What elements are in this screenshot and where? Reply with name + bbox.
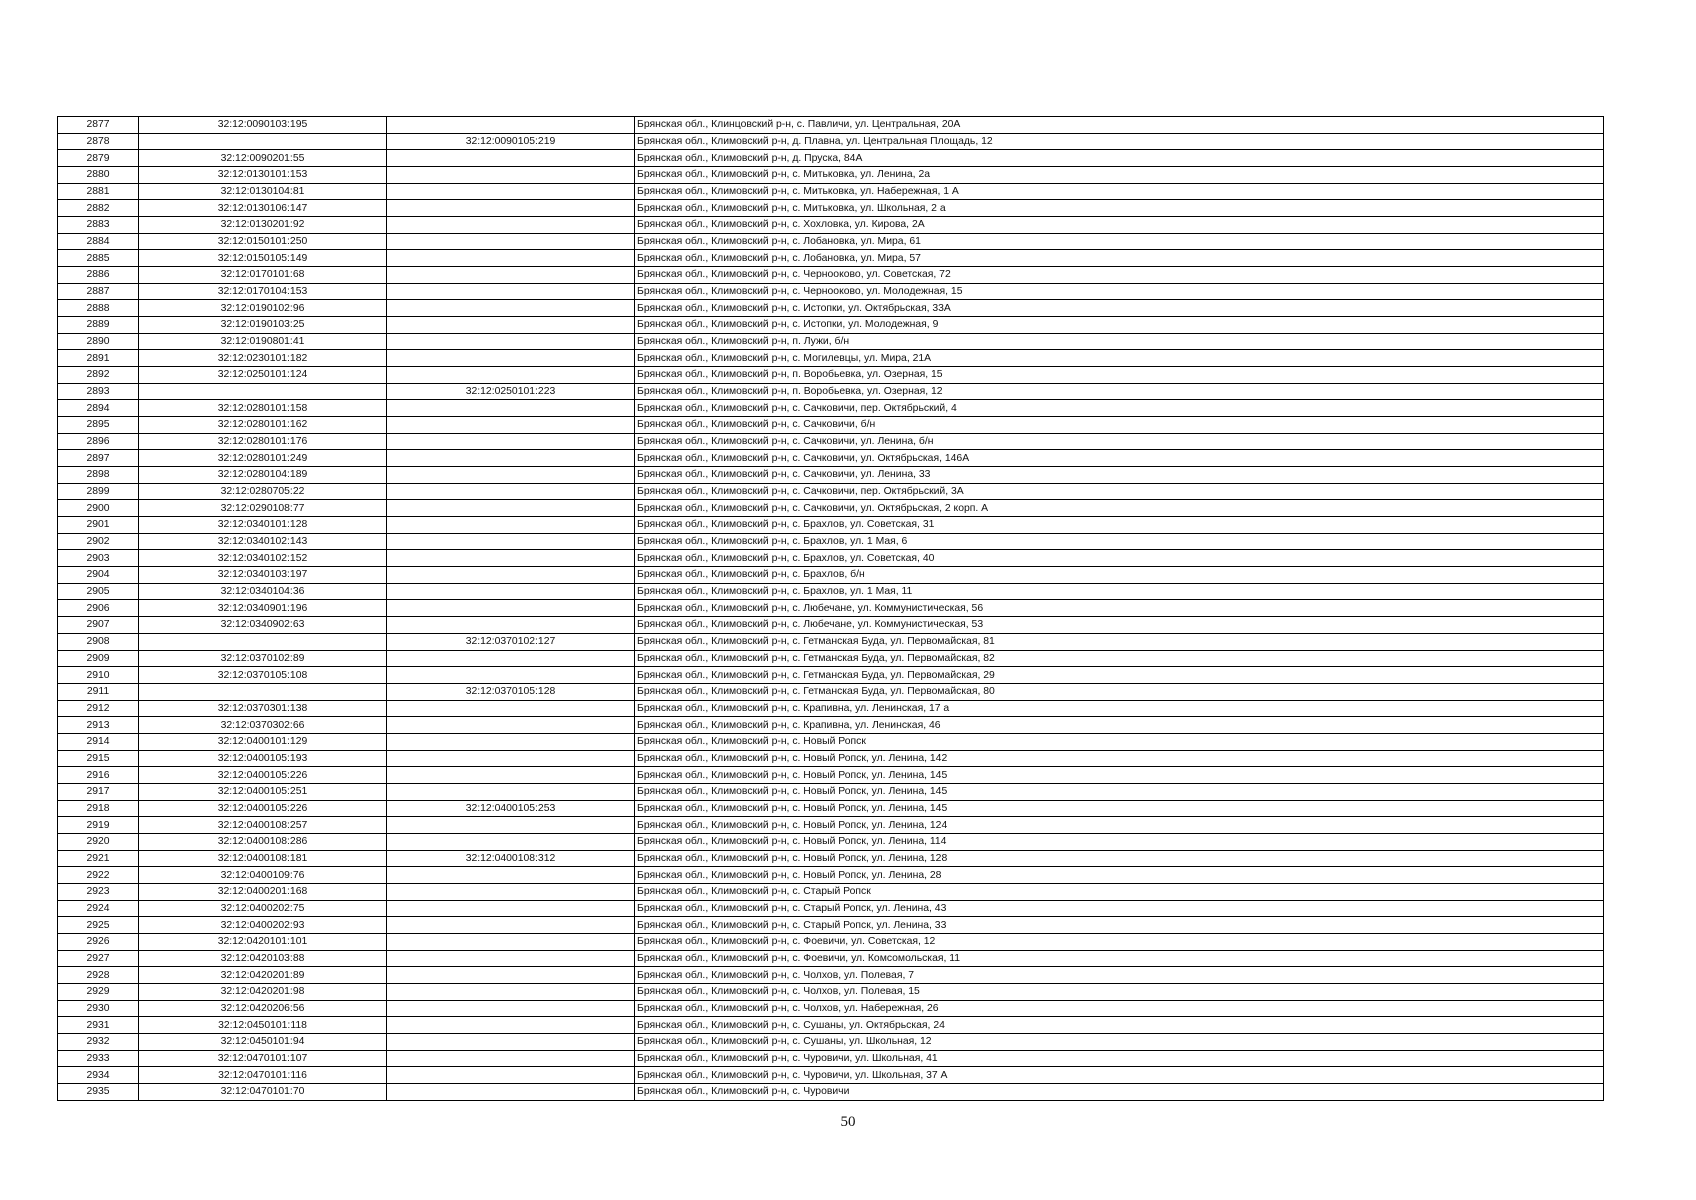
cadastral-number-cell: 32:12:0470101:107: [139, 1050, 387, 1067]
row-number-cell: 2897: [58, 450, 139, 467]
cadastral-number-secondary-cell: [387, 167, 635, 184]
table-row: [58, 617, 1604, 634]
cadastral-number-secondary-cell: [387, 450, 635, 467]
cadastral-number-secondary-cell: [387, 1083, 635, 1100]
address-cell: Брянская обл., Климовский р-н, с. Брахлов, ул. Советская, 40: [635, 550, 1604, 567]
row-number-cell: 2934: [58, 1067, 139, 1084]
cadastral-number-secondary-cell: [387, 567, 635, 584]
table-row: [58, 850, 1604, 867]
row-number-cell: 2930: [58, 1000, 139, 1017]
row-number-cell: 2883: [58, 217, 139, 234]
cadastral-number-secondary-cell: [387, 667, 635, 684]
cadastral-number-secondary-cell: [387, 867, 635, 884]
row-number-cell: 2920: [58, 833, 139, 850]
row-number-cell: 2917: [58, 783, 139, 800]
table-row: [58, 717, 1604, 734]
address-cell: Брянская обл., Климовский р-н, с. Новый Ропск, ул. Ленина, 28: [635, 867, 1604, 884]
address-cell: Брянская обл., Климовский р-н, с. Новый Ропск, ул. Ленина, 128: [635, 850, 1604, 867]
cadastral-number-secondary-cell: 32:12:0370105:128: [387, 683, 635, 700]
cadastral-number-cell: 32:12:0400108:286: [139, 833, 387, 850]
row-number-cell: 2919: [58, 817, 139, 834]
address-cell: Брянская обл., Климовский р-н, с. Гетманская Буда, ул. Первомайская, 81: [635, 633, 1604, 650]
address-cell: Брянская обл., Климовский р-н, с. Фоевичи, ул. Советская, 12: [635, 933, 1604, 950]
cadastral-number-secondary-cell: [387, 300, 635, 317]
row-number-cell: 2924: [58, 900, 139, 917]
table-row: [58, 767, 1604, 784]
table-row: [58, 400, 1604, 417]
row-number-cell: 2903: [58, 550, 139, 567]
registry-table: [57, 116, 1604, 1101]
row-number-cell: 2928: [58, 967, 139, 984]
table-row: [58, 133, 1604, 150]
cadastral-number-cell: 32:12:0400108:181: [139, 850, 387, 867]
address-cell: Брянская обл., Климовский р-н, д. Плавна, ул. Центральная Площадь, 12: [635, 133, 1604, 150]
cadastral-number-secondary-cell: 32:12:0400105:253: [387, 800, 635, 817]
address-cell: Брянская обл., Климовский р-н, с. Новый Ропск, ул. Ленина, 114: [635, 833, 1604, 850]
cadastral-number-secondary-cell: [387, 917, 635, 934]
table-row: [58, 317, 1604, 334]
address-cell: Брянская обл., Климовский р-н, с. Сачковичи, ул. Ленина, 33: [635, 467, 1604, 484]
row-number-cell: 2932: [58, 1033, 139, 1050]
table-row: [58, 367, 1604, 384]
row-number-cell: 2900: [58, 500, 139, 517]
cadastral-number-secondary-cell: [387, 1033, 635, 1050]
row-number-cell: 2902: [58, 533, 139, 550]
address-cell: Брянская обл., Климовский р-н, с. Новый Ропск, ул. Ленина, 145: [635, 783, 1604, 800]
row-number-cell: 2929: [58, 983, 139, 1000]
cadastral-number-cell: 32:12:0370102:89: [139, 650, 387, 667]
address-cell: Брянская обл., Климовский р-н, с. Чернооково, ул. Молодежная, 15: [635, 283, 1604, 300]
cadastral-number-cell: 32:12:0090201:55: [139, 150, 387, 167]
cadastral-number-secondary-cell: [387, 1000, 635, 1017]
address-cell: Брянская обл., Климовский р-н, с. Старый Ропск, ул. Ленина, 33: [635, 917, 1604, 934]
row-number-cell: 2892: [58, 367, 139, 384]
cadastral-number-secondary-cell: [387, 1050, 635, 1067]
address-cell: Брянская обл., Климовский р-н, с. Брахлов, б/н: [635, 567, 1604, 584]
address-cell: Брянская обл., Климовский р-н, с. Чуровичи, ул. Школьная, 37 А: [635, 1067, 1604, 1084]
cadastral-number-cell: [139, 133, 387, 150]
table-row: [58, 350, 1604, 367]
row-number-cell: 2895: [58, 417, 139, 434]
cadastral-number-cell: 32:12:0280104:189: [139, 467, 387, 484]
cadastral-number-secondary-cell: [387, 783, 635, 800]
address-cell: Брянская обл., Климовский р-н, с. Сачковичи, б/н: [635, 417, 1604, 434]
address-cell: Брянская обл., Климовский р-н, с. Новый Ропск, ул. Ленина, 145: [635, 800, 1604, 817]
table-row: [58, 800, 1604, 817]
cadastral-number-secondary-cell: [387, 367, 635, 384]
table-row: [58, 933, 1604, 950]
cadastral-number-secondary-cell: [387, 617, 635, 634]
table-row: [58, 1050, 1604, 1067]
cadastral-number-secondary-cell: [387, 217, 635, 234]
cadastral-number-secondary-cell: 32:12:0370102:127: [387, 633, 635, 650]
cadastral-number-secondary-cell: [387, 500, 635, 517]
row-number-cell: 2909: [58, 650, 139, 667]
table-row: [58, 217, 1604, 234]
row-number-cell: 2905: [58, 583, 139, 600]
address-cell: Брянская обл., Климовский р-н, с. Митьковка, ул. Школьная, 2 а: [635, 200, 1604, 217]
address-cell: Брянская обл., Климовский р-н, с. Чуровичи, ул. Школьная, 41: [635, 1050, 1604, 1067]
cadastral-number-cell: 32:12:0370105:108: [139, 667, 387, 684]
cadastral-number-secondary-cell: 32:12:0090105:219: [387, 133, 635, 150]
row-number-cell: 2899: [58, 483, 139, 500]
cadastral-number-cell: 32:12:0280101:176: [139, 433, 387, 450]
table-row: [58, 1033, 1604, 1050]
row-number-cell: 2889: [58, 317, 139, 334]
row-number-cell: 2901: [58, 517, 139, 534]
row-number-cell: 2893: [58, 383, 139, 400]
table-row: [58, 583, 1604, 600]
row-number-cell: 2898: [58, 467, 139, 484]
address-cell: Брянская обл., Климовский р-н, п. Лужи, б/н: [635, 333, 1604, 350]
cadastral-number-secondary-cell: [387, 517, 635, 534]
row-number-cell: 2894: [58, 400, 139, 417]
cadastral-number-secondary-cell: [387, 550, 635, 567]
address-cell: Брянская обл., Климовский р-н, с. Брахлов, ул. Советская, 31: [635, 517, 1604, 534]
row-number-cell: 2935: [58, 1083, 139, 1100]
row-number-cell: 2908: [58, 633, 139, 650]
cadastral-number-cell: 32:12:0280101:158: [139, 400, 387, 417]
cadastral-number-secondary-cell: 32:12:0250101:223: [387, 383, 635, 400]
registry-table-body: [58, 117, 1604, 1101]
cadastral-number-secondary-cell: [387, 433, 635, 450]
cadastral-number-secondary-cell: [387, 600, 635, 617]
cadastral-number-secondary-cell: 32:12:0400108:312: [387, 850, 635, 867]
table-row: [58, 450, 1604, 467]
cadastral-number-secondary-cell: [387, 1017, 635, 1034]
cadastral-number-secondary-cell: [387, 817, 635, 834]
address-cell: Брянская обл., Климовский р-н, с. Хохловка, ул. Кирова, 2А: [635, 217, 1604, 234]
table-row: [58, 533, 1604, 550]
row-number-cell: 2880: [58, 167, 139, 184]
row-number-cell: 2878: [58, 133, 139, 150]
address-cell: Брянская обл., Климовский р-н, с. Новый Ропск, ул. Ленина, 145: [635, 767, 1604, 784]
address-cell: Брянская обл., Климовский р-н, с. Сушаны, ул. Школьная, 12: [635, 1033, 1604, 1050]
cadastral-number-cell: [139, 383, 387, 400]
row-number-cell: 2927: [58, 950, 139, 967]
cadastral-number-cell: 32:12:0400105:226: [139, 800, 387, 817]
table-row: [58, 167, 1604, 184]
cadastral-number-secondary-cell: [387, 1067, 635, 1084]
address-cell: Брянская обл., Климовский р-н, с. Фоевичи, ул. Комсомольская, 11: [635, 950, 1604, 967]
cadastral-number-cell: 32:12:0280101:162: [139, 417, 387, 434]
table-row: [58, 950, 1604, 967]
cadastral-number-secondary-cell: [387, 733, 635, 750]
cadastral-number-cell: 32:12:0400201:168: [139, 883, 387, 900]
cadastral-number-secondary-cell: [387, 333, 635, 350]
address-cell: Брянская обл., Климовский р-н, с. Сачковичи, ул. Ленина, б/н: [635, 433, 1604, 450]
address-cell: Брянская обл., Климовский р-н, с. Гетманская Буда, ул. Первомайская, 29: [635, 667, 1604, 684]
table-row: [58, 867, 1604, 884]
table-row: [58, 517, 1604, 534]
address-cell: Брянская обл., Климовский р-н, с. Чолхов, ул. Полевая, 15: [635, 983, 1604, 1000]
cadastral-number-cell: 32:12:0470101:70: [139, 1083, 387, 1100]
table-row: [58, 917, 1604, 934]
address-cell: Брянская обл., Климовский р-н, п. Воробьевка, ул. Озерная, 15: [635, 367, 1604, 384]
address-cell: Брянская обл., Климовский р-н, с. Брахлов, ул. 1 Мая, 11: [635, 583, 1604, 600]
row-number-cell: 2890: [58, 333, 139, 350]
address-cell: Брянская обл., Климовский р-н, с. Чолхов, ул. Полевая, 7: [635, 967, 1604, 984]
table-row: [58, 900, 1604, 917]
row-number-cell: 2913: [58, 717, 139, 734]
cadastral-number-secondary-cell: [387, 417, 635, 434]
cadastral-number-secondary-cell: [387, 150, 635, 167]
address-cell: Брянская обл., Климовский р-н, с. Митьковка, ул. Ленина, 2а: [635, 167, 1604, 184]
row-number-cell: 2926: [58, 933, 139, 950]
cadastral-number-cell: 32:12:0400105:251: [139, 783, 387, 800]
address-cell: Брянская обл., Климовский р-н, с. Гетманская Буда, ул. Первомайская, 82: [635, 650, 1604, 667]
cadastral-number-secondary-cell: [387, 200, 635, 217]
address-cell: Брянская обл., Климовский р-н, п. Воробьевка, ул. Озерная, 12: [635, 383, 1604, 400]
table-row: [58, 417, 1604, 434]
address-cell: Брянская обл., Климовский р-н, с. Сачковичи, ул. Октябрьская, 146А: [635, 450, 1604, 467]
row-number-cell: 2916: [58, 767, 139, 784]
address-cell: Брянская обл., Климовский р-н, с. Брахлов, ул. 1 Мая, 6: [635, 533, 1604, 550]
cadastral-number-cell: 32:12:0420101:101: [139, 933, 387, 950]
address-cell: Брянская обл., Климовский р-н, с. Сушаны, ул. Октябрьская, 24: [635, 1017, 1604, 1034]
cadastral-number-cell: 32:12:0290108:77: [139, 500, 387, 517]
row-number-cell: 2887: [58, 283, 139, 300]
cadastral-number-cell: 32:12:0230101:182: [139, 350, 387, 367]
row-number-cell: 2923: [58, 883, 139, 900]
cadastral-number-secondary-cell: [387, 900, 635, 917]
table-row: [58, 633, 1604, 650]
cadastral-number-secondary-cell: [387, 117, 635, 134]
cadastral-number-secondary-cell: [387, 250, 635, 267]
cadastral-number-secondary-cell: [387, 317, 635, 334]
cadastral-number-cell: 32:12:0340901:196: [139, 600, 387, 617]
cadastral-number-cell: 32:12:0280101:249: [139, 450, 387, 467]
cadastral-number-secondary-cell: [387, 233, 635, 250]
row-number-cell: 2925: [58, 917, 139, 934]
cadastral-number-cell: 32:12:0340104:36: [139, 583, 387, 600]
cadastral-number-secondary-cell: [387, 650, 635, 667]
cadastral-number-secondary-cell: [387, 967, 635, 984]
address-cell: Брянская обл., Климовский р-н, с. Гетманская Буда, ул. Первомайская, 80: [635, 683, 1604, 700]
cadastral-number-cell: 32:12:0420201:98: [139, 983, 387, 1000]
row-number-cell: 2931: [58, 1017, 139, 1034]
cadastral-number-secondary-cell: [387, 267, 635, 284]
table-row: [58, 967, 1604, 984]
address-cell: Брянская обл., Климовский р-н, с. Крапивна, ул. Ленинская, 46: [635, 717, 1604, 734]
row-number-cell: 2910: [58, 667, 139, 684]
cadastral-number-secondary-cell: [387, 717, 635, 734]
address-cell: Брянская обл., Климовский р-н, с. Чолхов, ул. Набережная, 26: [635, 1000, 1604, 1017]
table-row: [58, 550, 1604, 567]
address-cell: Брянская обл., Климовский р-н, с. Митьковка, ул. Набережная, 1 А: [635, 183, 1604, 200]
cadastral-number-cell: 32:12:0470101:116: [139, 1067, 387, 1084]
page-number: 50: [840, 1114, 856, 1130]
address-cell: Брянская обл., Климовский р-н, с. Лобановка, ул. Мира, 57: [635, 250, 1604, 267]
row-number-cell: 2877: [58, 117, 139, 134]
cadastral-number-secondary-cell: [387, 950, 635, 967]
cadastral-number-cell: 32:12:0420201:89: [139, 967, 387, 984]
address-cell: Брянская обл., Климовский р-н, с. Истопки, ул. Молодежная, 9: [635, 317, 1604, 334]
cadastral-number-cell: 32:12:0340102:152: [139, 550, 387, 567]
cadastral-number-cell: 32:12:0400109:76: [139, 867, 387, 884]
address-cell: Брянская обл., Климовский р-н, с. Чуровичи: [635, 1083, 1604, 1100]
cadastral-number-secondary-cell: [387, 350, 635, 367]
cadastral-number-secondary-cell: [387, 883, 635, 900]
table-row: [58, 1067, 1604, 1084]
table-row: [58, 1083, 1604, 1100]
row-number-cell: 2918: [58, 800, 139, 817]
cadastral-number-cell: 32:12:0400202:93: [139, 917, 387, 934]
table-row: [58, 433, 1604, 450]
address-cell: Брянская обл., Климовский р-н, с. Сачковичи, пер. Октябрьский, 3А: [635, 483, 1604, 500]
cadastral-number-cell: 32:12:0130101:153: [139, 167, 387, 184]
table-row: [58, 183, 1604, 200]
table-row: [58, 883, 1604, 900]
table-row: [58, 267, 1604, 284]
row-number-cell: 2884: [58, 233, 139, 250]
table-row: [58, 750, 1604, 767]
cadastral-number-secondary-cell: [387, 933, 635, 950]
table-row: [58, 117, 1604, 134]
address-cell: Брянская обл., Климовский р-н, с. Новый Ропск: [635, 733, 1604, 750]
table-row: [58, 667, 1604, 684]
cadastral-number-secondary-cell: [387, 700, 635, 717]
address-cell: Брянская обл., Климовский р-н, с. Лобановка, ул. Мира, 61: [635, 233, 1604, 250]
address-cell: Брянская обл., Климовский р-н, с. Сачковичи, пер. Октябрьский, 4: [635, 400, 1604, 417]
cadastral-number-cell: 32:12:0400202:75: [139, 900, 387, 917]
cadastral-number-cell: 32:12:0340101:128: [139, 517, 387, 534]
row-number-cell: 2904: [58, 567, 139, 584]
row-number-cell: 2885: [58, 250, 139, 267]
cadastral-number-cell: 32:12:0450101:118: [139, 1017, 387, 1034]
cadastral-number-cell: 32:12:0370301:138: [139, 700, 387, 717]
cadastral-number-cell: 32:12:0170101:68: [139, 267, 387, 284]
address-cell: Брянская обл., Климовский р-н, с. Истопки, ул. Октябрьская, 33А: [635, 300, 1604, 317]
row-number-cell: 2915: [58, 750, 139, 767]
table-row: [58, 150, 1604, 167]
address-cell: Брянская обл., Климовский р-н, с. Любечане, ул. Коммунистическая, 56: [635, 600, 1604, 617]
cadastral-number-cell: 32:12:0450101:94: [139, 1033, 387, 1050]
row-number-cell: 2881: [58, 183, 139, 200]
cadastral-number-cell: 32:12:0250101:124: [139, 367, 387, 384]
cadastral-number-cell: 32:12:0370302:66: [139, 717, 387, 734]
cadastral-number-secondary-cell: [387, 533, 635, 550]
cadastral-number-cell: 32:12:0170104:153: [139, 283, 387, 300]
row-number-cell: 2906: [58, 600, 139, 617]
table-row: [58, 200, 1604, 217]
row-number-cell: 2907: [58, 617, 139, 634]
table-row: [58, 983, 1604, 1000]
cadastral-number-cell: 32:12:0400105:193: [139, 750, 387, 767]
table-row: [58, 300, 1604, 317]
table-row: [58, 683, 1604, 700]
row-number-cell: 2921: [58, 850, 139, 867]
cadastral-number-cell: 32:12:0340902:63: [139, 617, 387, 634]
address-cell: Брянская обл., Климовский р-н, с. Старый Ропск, ул. Ленина, 43: [635, 900, 1604, 917]
table-row: [58, 567, 1604, 584]
row-number-cell: 2879: [58, 150, 139, 167]
table-row: [58, 833, 1604, 850]
cadastral-number-secondary-cell: [387, 767, 635, 784]
cadastral-number-secondary-cell: [387, 750, 635, 767]
row-number-cell: 2922: [58, 867, 139, 884]
cadastral-number-cell: 32:12:0130106:147: [139, 200, 387, 217]
table-row: [58, 500, 1604, 517]
row-number-cell: 2933: [58, 1050, 139, 1067]
table-row: [58, 467, 1604, 484]
cadastral-number-cell: 32:12:0130104:81: [139, 183, 387, 200]
table-row: [58, 333, 1604, 350]
address-cell: Брянская обл., Климовский р-н, с. Любечане, ул. Коммунистическая, 53: [635, 617, 1604, 634]
table-row: [58, 817, 1604, 834]
cadastral-number-cell: 32:12:0190801:41: [139, 333, 387, 350]
address-cell: Брянская обл., Климовский р-н, с. Новый Ропск, ул. Ленина, 124: [635, 817, 1604, 834]
row-number-cell: 2912: [58, 700, 139, 717]
address-cell: Брянская обл., Клинцовский р-н, с. Павличи, ул. Центральная, 20А: [635, 117, 1604, 134]
address-cell: Брянская обл., Климовский р-н, с. Крапивна, ул. Ленинская, 17 а: [635, 700, 1604, 717]
cadastral-number-secondary-cell: [387, 833, 635, 850]
row-number-cell: 2914: [58, 733, 139, 750]
cadastral-number-cell: 32:12:0190102:96: [139, 300, 387, 317]
address-cell: Брянская обл., Климовский р-н, с. Старый Ропск: [635, 883, 1604, 900]
cadastral-number-cell: 32:12:0400108:257: [139, 817, 387, 834]
address-cell: Брянская обл., Климовский р-н, с. Могилевцы, ул. Мира, 21А: [635, 350, 1604, 367]
cadastral-number-cell: 32:12:0340102:143: [139, 533, 387, 550]
cadastral-number-cell: 32:12:0420103:88: [139, 950, 387, 967]
cadastral-number-secondary-cell: [387, 583, 635, 600]
cadastral-number-cell: [139, 683, 387, 700]
cadastral-number-cell: 32:12:0130201:92: [139, 217, 387, 234]
table-row: [58, 650, 1604, 667]
table-row: [58, 600, 1604, 617]
cadastral-number-cell: 32:12:0280705:22: [139, 483, 387, 500]
row-number-cell: 2888: [58, 300, 139, 317]
address-cell: Брянская обл., Климовский р-н, с. Чернооково, ул. Советская, 72: [635, 267, 1604, 284]
table-row: [58, 233, 1604, 250]
cadastral-number-secondary-cell: [387, 183, 635, 200]
address-cell: Брянская обл., Климовский р-н, д. Пруска, 84А: [635, 150, 1604, 167]
cadastral-number-cell: 32:12:0400101:129: [139, 733, 387, 750]
table-row: [58, 733, 1604, 750]
cadastral-number-cell: 32:12:0190103:25: [139, 317, 387, 334]
cadastral-number-secondary-cell: [387, 467, 635, 484]
table-row: [58, 483, 1604, 500]
table-row: [58, 250, 1604, 267]
row-number-cell: 2911: [58, 683, 139, 700]
table-row: [58, 1017, 1604, 1034]
cadastral-number-secondary-cell: [387, 400, 635, 417]
cadastral-number-cell: 32:12:0400105:226: [139, 767, 387, 784]
cadastral-number-cell: 32:12:0090103:195: [139, 117, 387, 134]
table-row: [58, 383, 1604, 400]
cadastral-number-cell: 32:12:0150101:250: [139, 233, 387, 250]
table-row: [58, 700, 1604, 717]
cadastral-number-secondary-cell: [387, 483, 635, 500]
cadastral-number-cell: 32:12:0150105:149: [139, 250, 387, 267]
table-row: [58, 1000, 1604, 1017]
row-number-cell: 2896: [58, 433, 139, 450]
row-number-cell: 2891: [58, 350, 139, 367]
row-number-cell: 2882: [58, 200, 139, 217]
table-row: [58, 783, 1604, 800]
address-cell: Брянская обл., Климовский р-н, с. Сачковичи, ул. Октябрьская, 2 корп. А: [635, 500, 1604, 517]
cadastral-number-cell: 32:12:0420206:56: [139, 1000, 387, 1017]
cadastral-number-secondary-cell: [387, 983, 635, 1000]
table-row: [58, 283, 1604, 300]
cadastral-number-secondary-cell: [387, 283, 635, 300]
address-cell: Брянская обл., Климовский р-н, с. Новый Ропск, ул. Ленина, 142: [635, 750, 1604, 767]
cadastral-number-cell: [139, 633, 387, 650]
row-number-cell: 2886: [58, 267, 139, 284]
cadastral-number-cell: 32:12:0340103:197: [139, 567, 387, 584]
